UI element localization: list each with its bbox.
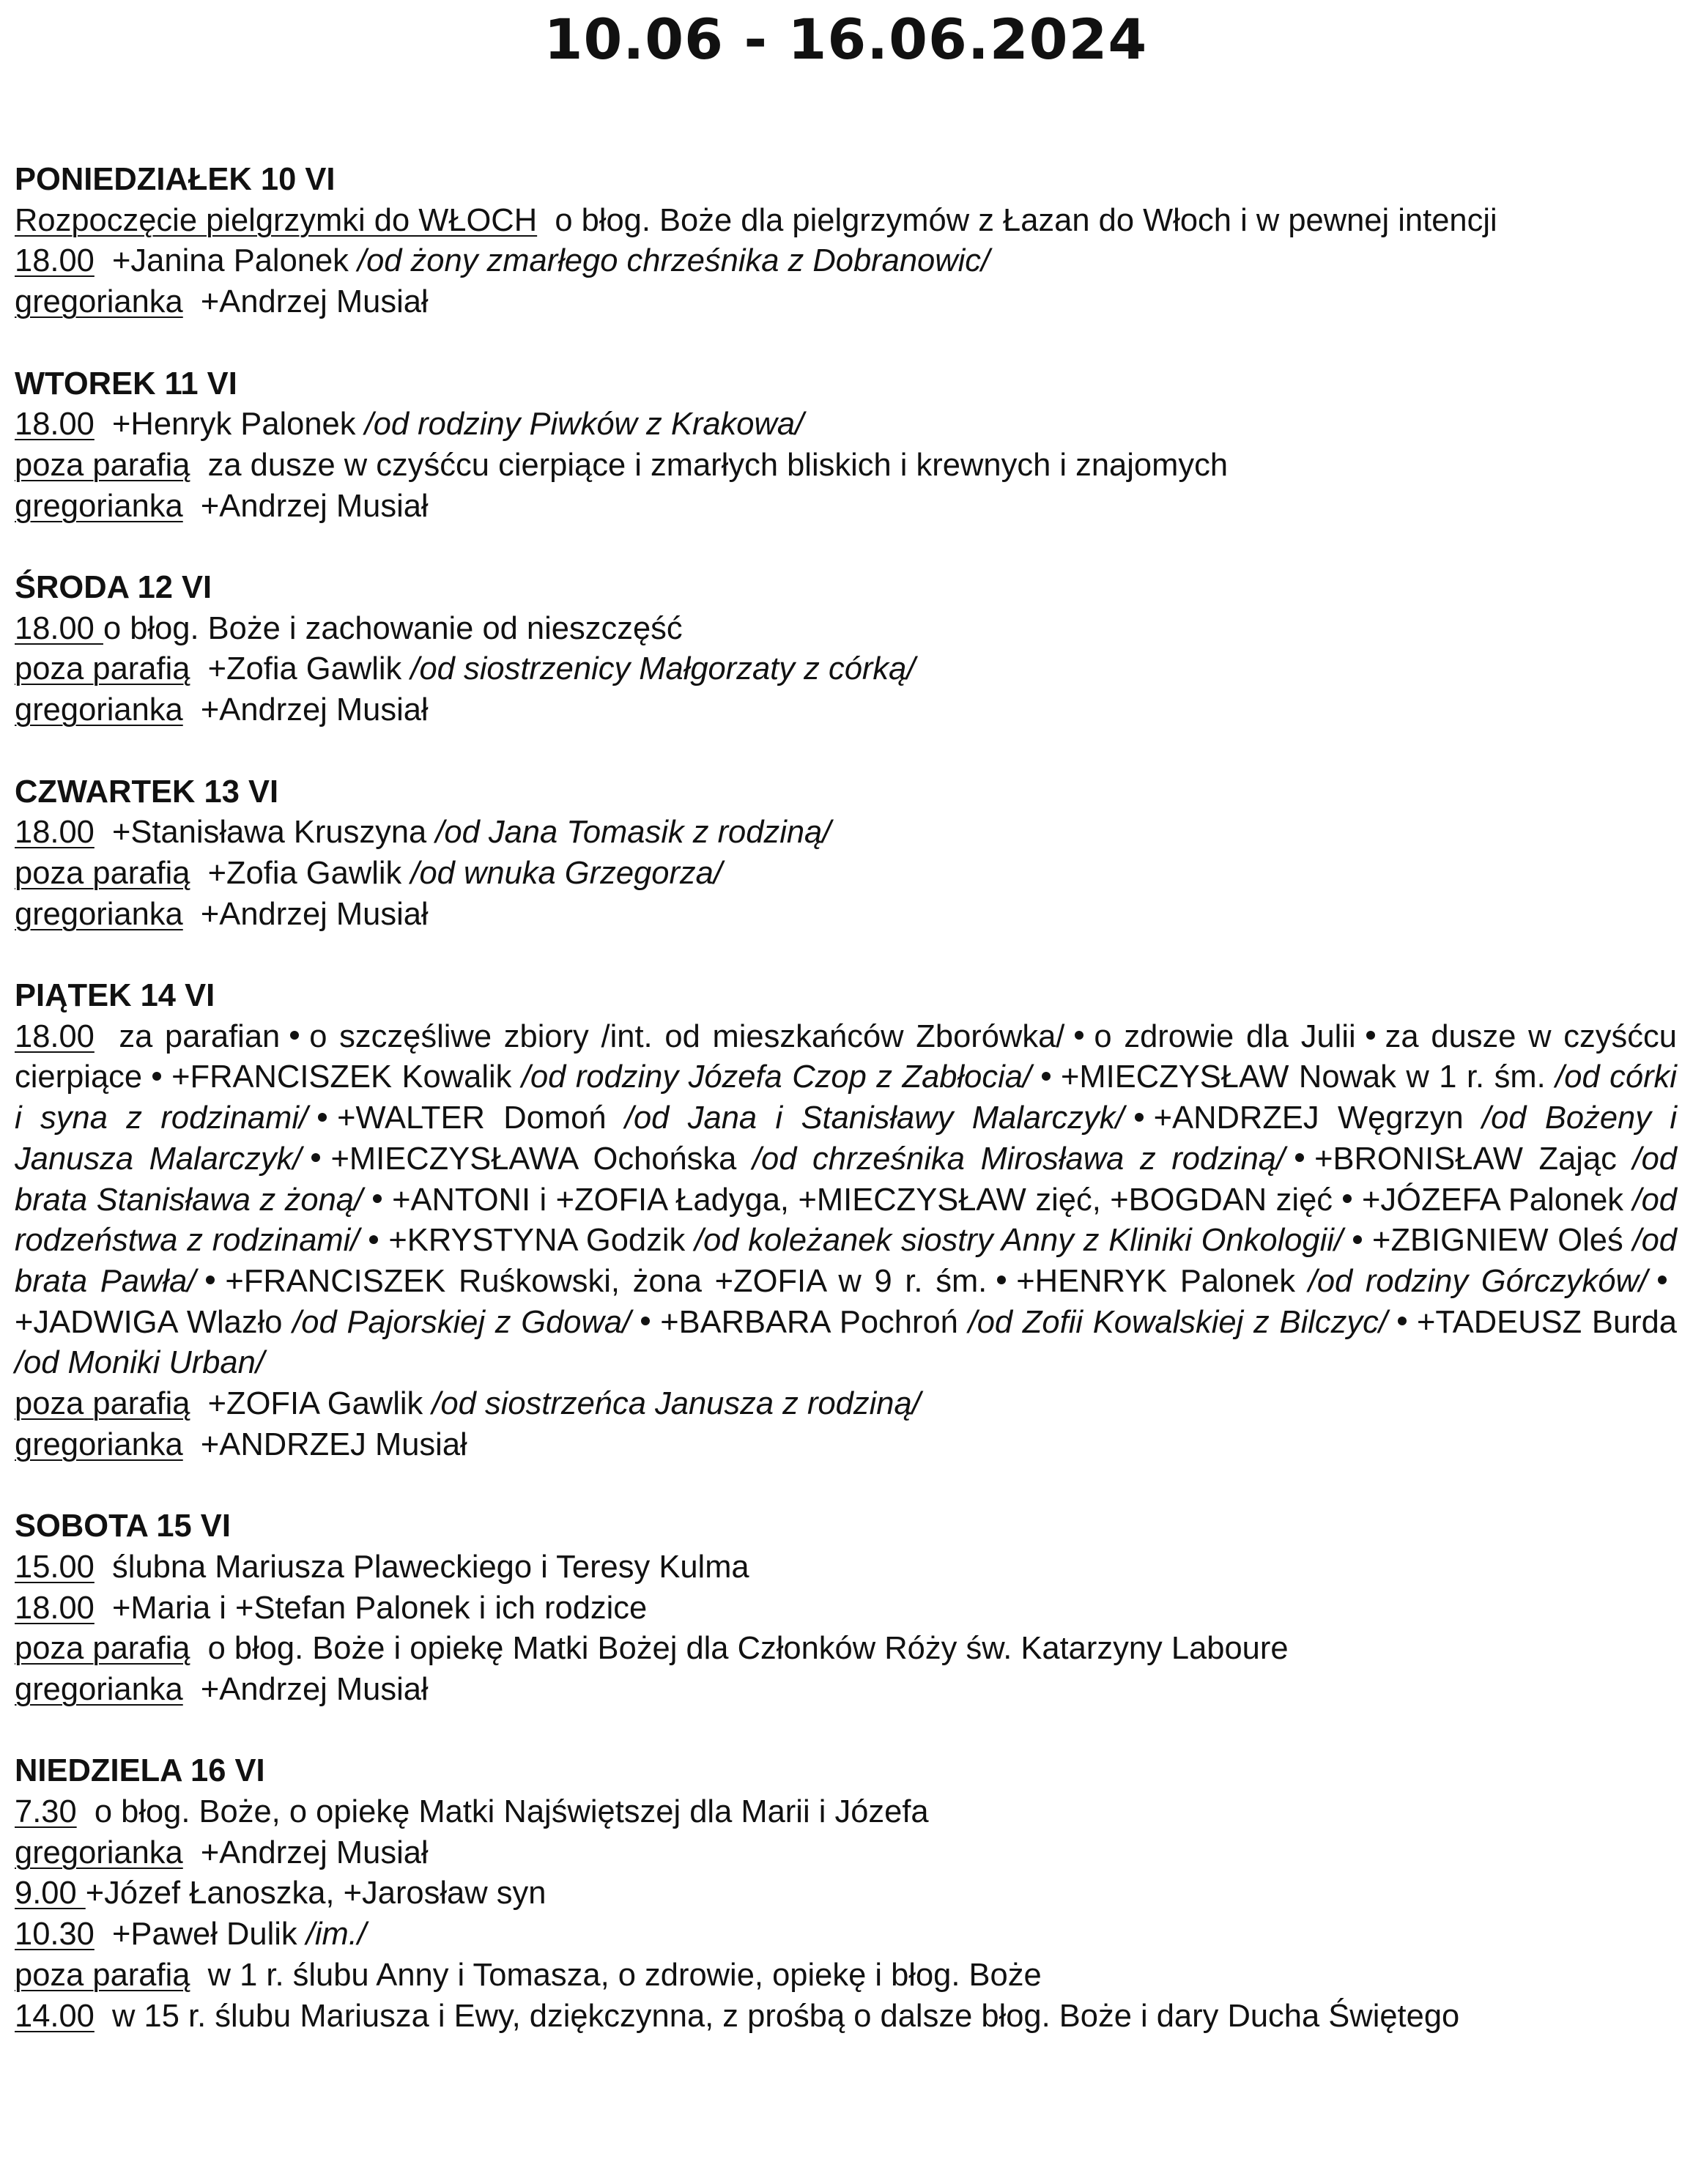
intention-text: +Stanisława Kruszyna bbox=[112, 815, 427, 851]
intention-line bbox=[15, 1873, 1677, 1914]
intention-text: +Paweł Dulik bbox=[112, 1917, 297, 1952]
intention-tag: poza parafią bbox=[15, 651, 190, 687]
intention-line bbox=[15, 1670, 1677, 1711]
intention-text: +Andrzej Musiał bbox=[200, 1835, 429, 1870]
intention-item: o szczęśliwe zbiory /int. od mieszkańców Zborówka/ bbox=[309, 1018, 1065, 1054]
intention-text: ślubna Mariusza Plaweckiego i Teresy Kulma bbox=[112, 1549, 749, 1585]
week-title: 10.06 - 16.06.2024 bbox=[544, 7, 1148, 72]
mass-time: 15.00 bbox=[15, 1549, 95, 1585]
mass-time: 9.00 bbox=[15, 1876, 86, 1911]
intention-item: +ZBIGNIEW Oleś bbox=[1372, 1223, 1623, 1259]
day-heading: PONIEDZIAŁEK 10 VI bbox=[15, 162, 336, 197]
intention-item: +MIECZYSŁAW Nowak w 1 r. śm. bbox=[1061, 1059, 1546, 1095]
intention-line bbox=[15, 1588, 1677, 1629]
day-heading: SOBOTA 15 VI bbox=[15, 1509, 231, 1544]
intention-tag: poza parafią bbox=[15, 1957, 190, 1993]
bullet-separator bbox=[1366, 1031, 1375, 1040]
intention-tag: poza parafią bbox=[15, 1631, 190, 1667]
intention-note: /od chrześnika Mirosława z rodziną/ bbox=[752, 1141, 1286, 1177]
intention-item: +ANTONI i +ZOFIA Ładyga, +MIECZYSŁAW zięć, +BOGDAN zięć bbox=[392, 1182, 1333, 1218]
mass-time: 7.30 bbox=[15, 1794, 77, 1830]
mass-time: 10.30 bbox=[15, 1917, 95, 1952]
intention-note: /od wnuka Grzegorza/ bbox=[410, 855, 722, 891]
intention-text: +Henryk Palonek bbox=[112, 407, 356, 443]
mass-time: 18.00 bbox=[15, 1590, 95, 1626]
intention-text: w 15 r. ślubu Mariusza i Ewy, dziękczynna, z prośbą o dalsze błog. Boże i dary Ducha Świętego bbox=[112, 1998, 1460, 2034]
intention-tag: gregorianka bbox=[15, 1426, 183, 1462]
intention-item: +TADEUSZ Burda bbox=[1416, 1304, 1678, 1340]
intention-note: /od Moniki Urban/ bbox=[15, 1345, 264, 1381]
intention-text: +Józef Łanoszka, +Jarosław syn bbox=[85, 1876, 547, 1911]
bullet-separator bbox=[1075, 1031, 1083, 1040]
bullet-separator bbox=[290, 1031, 299, 1040]
bullet-separator bbox=[1398, 1317, 1407, 1325]
intention-text: +Andrzej Musiał bbox=[200, 488, 429, 524]
intention-note: /od rodziny Górczyków/ bbox=[1308, 1263, 1648, 1299]
intention-note: /im./ bbox=[305, 1917, 366, 1952]
day-monday bbox=[15, 160, 1677, 323]
intention-text: o błog. Boże dla pielgrzymów z Łazan do Włoch i w pewnej intencji bbox=[555, 202, 1497, 238]
bullet-separator bbox=[1135, 1113, 1144, 1122]
intention-text: +Zofia Gawlik bbox=[207, 855, 402, 891]
intention-item: +BRONISŁAW Zając bbox=[1314, 1141, 1617, 1177]
intention-line bbox=[15, 1792, 1677, 1833]
intention-line bbox=[15, 282, 1677, 323]
intention-text: +ZOFIA Gawlik bbox=[207, 1386, 423, 1422]
intention-line bbox=[15, 445, 1677, 486]
intention-text: o błog. Boże, o opiekę Matki Najświętszej dla Marii i Józefa bbox=[94, 1794, 929, 1830]
intention-item: +MIECZYSŁAWA Ochońska bbox=[330, 1141, 737, 1177]
intention-text: +Maria i +Stefan Palonek i ich rodzice bbox=[112, 1590, 648, 1626]
intention-paragraph bbox=[15, 1017, 1677, 1384]
bullet-separator bbox=[1343, 1194, 1352, 1203]
day-heading: PIĄTEK 14 VI bbox=[15, 978, 215, 1013]
intention-item: +ANDRZEJ Węgrzyn bbox=[1153, 1100, 1464, 1136]
intention-line bbox=[15, 854, 1677, 895]
intention-line bbox=[15, 241, 1677, 282]
bullet-separator bbox=[1042, 1072, 1051, 1081]
bullet-separator bbox=[206, 1276, 215, 1284]
intention-tag: poza parafią bbox=[15, 447, 190, 483]
intention-item: o zdrowie dla Julii bbox=[1094, 1018, 1356, 1054]
intention-note: /od żony zmarłego chrześnika z Dobranowic/ bbox=[358, 243, 990, 279]
intention-line bbox=[15, 1996, 1677, 2037]
day-heading: CZWARTEK 13 VI bbox=[15, 774, 279, 810]
day-sunday bbox=[15, 1751, 1677, 2037]
intention-line bbox=[15, 1914, 1677, 1955]
day-saturday bbox=[15, 1506, 1677, 1711]
intention-tag: gregorianka bbox=[15, 692, 183, 728]
bullet-separator bbox=[369, 1235, 378, 1244]
mass-time: 14.00 bbox=[15, 1998, 95, 2034]
day-wednesday bbox=[15, 568, 1677, 731]
bullet-separator bbox=[311, 1153, 320, 1162]
intention-line bbox=[15, 1384, 1677, 1425]
intention-note: /od córki i syna z rodzinami/ bbox=[15, 1059, 1677, 1136]
intention-line bbox=[15, 1955, 1677, 1996]
intention-item: +KRYSTYNA Godzik bbox=[388, 1223, 686, 1259]
mass-schedule bbox=[15, 160, 1677, 2037]
intention-note: /od koleżanek siostry Anny z Kliniki Onkologii/ bbox=[694, 1223, 1344, 1259]
intention-note: /od rodzeństwa z rodzinami/ bbox=[15, 1182, 1677, 1259]
intention-text: +ANDRZEJ Musiał bbox=[200, 1426, 467, 1462]
bullet-separator bbox=[152, 1072, 161, 1081]
bullet-separator bbox=[1658, 1276, 1667, 1284]
intention-tag: gregorianka bbox=[15, 1835, 183, 1870]
intention-text: +Andrzej Musiał bbox=[200, 1671, 429, 1707]
day-heading: ŚRODA 12 VI bbox=[15, 570, 212, 605]
intention-line bbox=[15, 609, 1677, 650]
intention-text: +Andrzej Musiał bbox=[200, 692, 429, 728]
intention-item: +HENRYK Palonek bbox=[1016, 1263, 1296, 1299]
mass-time: 18.00 bbox=[15, 243, 95, 279]
day-friday bbox=[15, 976, 1677, 1465]
intention-item: za parafian bbox=[119, 1018, 281, 1054]
intention-line bbox=[15, 649, 1677, 690]
intention-item: +JÓZEFA Palonek bbox=[1362, 1182, 1624, 1218]
intention-line bbox=[15, 1629, 1677, 1670]
bullet-separator bbox=[1295, 1153, 1304, 1162]
bullet-separator bbox=[641, 1317, 650, 1325]
day-heading: WTOREK 11 VI bbox=[15, 366, 237, 401]
intention-note: /od Jana Tomasik z rodziną/ bbox=[435, 815, 831, 851]
intention-tag: gregorianka bbox=[15, 488, 183, 524]
bullet-separator bbox=[997, 1276, 1006, 1284]
intention-line bbox=[15, 1833, 1677, 1874]
intention-line bbox=[15, 690, 1677, 731]
intention-line bbox=[15, 895, 1677, 936]
bullet-separator bbox=[318, 1113, 327, 1122]
intention-note: /od brata Pawła/ bbox=[15, 1223, 1678, 1299]
day-heading: NIEDZIELA 16 VI bbox=[15, 1753, 265, 1789]
intention-note: /od rodziny Józefa Czop z Zabłocia/ bbox=[521, 1059, 1032, 1095]
day-tuesday bbox=[15, 364, 1677, 528]
intention-item: +FRANCISZEK Ruśkowski, żona +ZOFIA w 9 r. śm. bbox=[225, 1263, 988, 1299]
intention-line bbox=[15, 1547, 1677, 1588]
intention-note: /od Jana i Stanisławy Malarczyk/ bbox=[624, 1100, 1125, 1136]
intention-line bbox=[15, 1425, 1677, 1466]
intention-item: +FRANCISZEK Kowalik bbox=[171, 1059, 512, 1095]
intention-tag: poza parafią bbox=[15, 855, 190, 891]
intention-text: o błog. Boże i opiekę Matki Bożej dla Członków Róży św. Katarzyny Laboure bbox=[207, 1631, 1289, 1667]
intention-line bbox=[15, 486, 1677, 528]
intention-tag: gregorianka bbox=[15, 896, 183, 932]
intention-text: +Zofia Gawlik bbox=[207, 651, 402, 687]
intention-tag: gregorianka bbox=[15, 284, 183, 320]
intention-text: +Andrzej Musiał bbox=[200, 896, 429, 932]
intention-text: +Janina Palonek bbox=[112, 243, 349, 279]
intention-line bbox=[15, 201, 1677, 242]
bullet-separator bbox=[373, 1194, 382, 1203]
intention-tag: gregorianka bbox=[15, 1671, 183, 1707]
intention-item: +JADWIGA Wlazło bbox=[15, 1304, 283, 1340]
mass-time: 18.00 bbox=[15, 815, 95, 851]
intention-tag: poza parafią bbox=[15, 1386, 190, 1422]
intention-text: w 1 r. ślubu Anny i Tomasza, o zdrowie, opiekę i błog. Boże bbox=[207, 1957, 1042, 1993]
intention-note: /od Pajorskiej z Gdowa/ bbox=[292, 1304, 631, 1340]
bullet-separator bbox=[1353, 1235, 1362, 1244]
intention-line bbox=[15, 404, 1677, 445]
intention-text: za dusze w czyśćcu cierpiące i zmarłych bliskich i krewnych i znajomych bbox=[207, 447, 1229, 483]
intention-text: o błog. Boże i zachowanie od nieszczęść bbox=[103, 610, 683, 646]
intention-note: /od siostrzeńca Janusza z rodziną/ bbox=[431, 1386, 921, 1422]
intention-text: +Andrzej Musiał bbox=[200, 284, 429, 320]
intention-line bbox=[15, 812, 1677, 854]
intention-item: za dusze w czyśćcu cierpiące bbox=[15, 1018, 1678, 1095]
intention-tag: Rozpoczęcie pielgrzymki do WŁOCH bbox=[15, 202, 538, 238]
day-thursday bbox=[15, 772, 1677, 936]
mass-time: 18.00 bbox=[15, 407, 95, 443]
intention-note: /od Bożeny i Janusza Malarczyk/ bbox=[15, 1100, 1678, 1177]
intention-item: +WALTER Domoń bbox=[337, 1100, 607, 1136]
mass-time: 18.00 bbox=[15, 610, 103, 646]
mass-time: 18.00 bbox=[15, 1018, 95, 1054]
intention-note: /od rodziny Piwków z Krakowa/ bbox=[364, 407, 804, 443]
intention-note: /od Zofii Kowalskiej z Bilczyc/ bbox=[968, 1304, 1388, 1340]
intention-note: /od brata Stanisława z żoną/ bbox=[15, 1141, 1677, 1218]
intention-note: /od siostrzenicy Małgorzaty z córką/ bbox=[410, 651, 916, 687]
intention-item: +BARBARA Pochroń bbox=[660, 1304, 958, 1340]
